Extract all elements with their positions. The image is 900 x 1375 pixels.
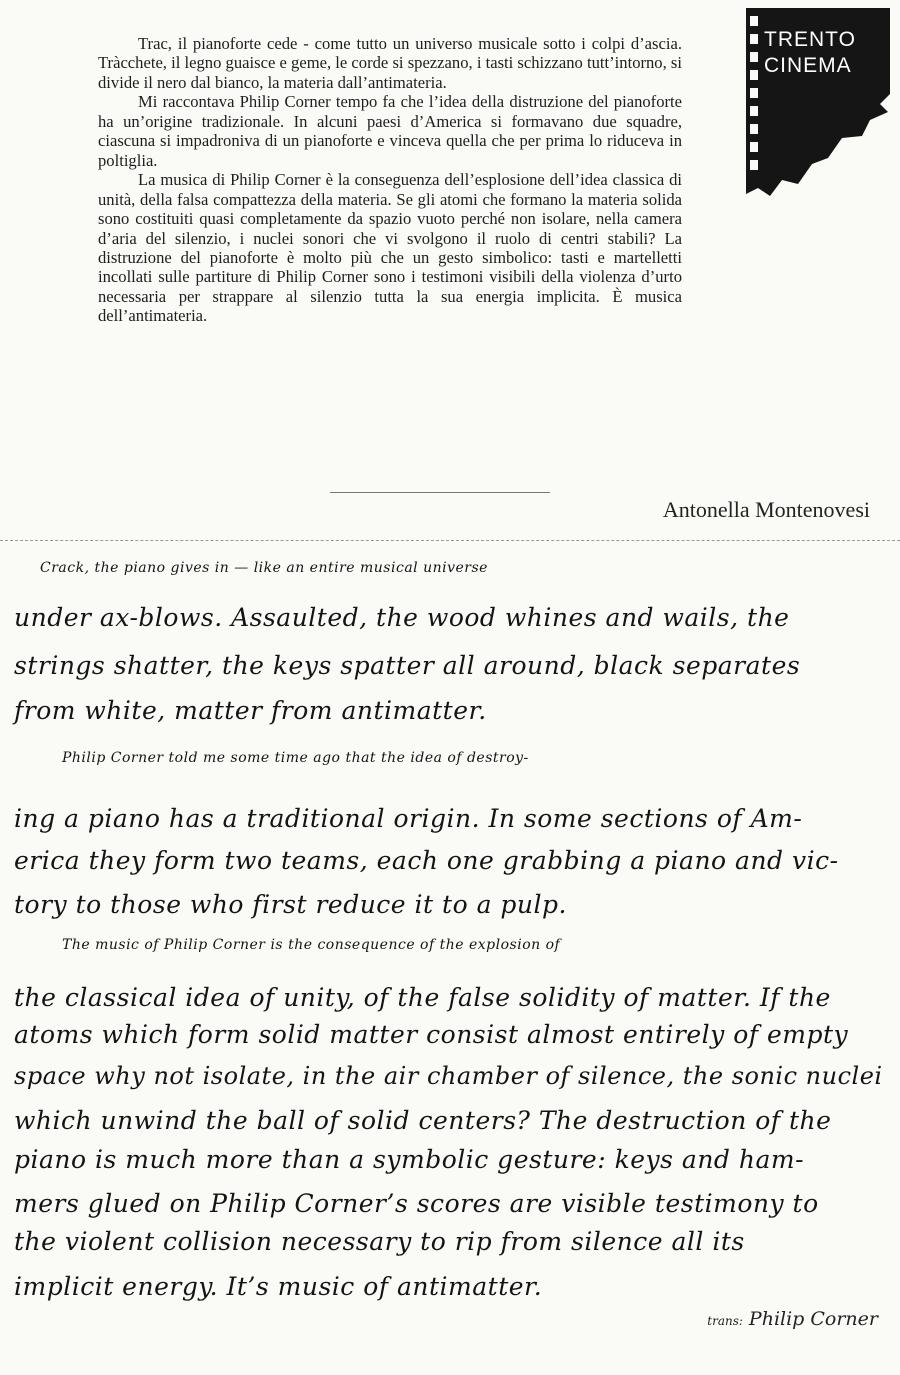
handwritten-line-16: the violent collision necessary to rip from silence all its xyxy=(14,1227,745,1256)
handwritten-line-8: tory to those who first reduce it to a pulp. xyxy=(14,890,567,919)
signature-prefix: trans: xyxy=(707,1314,743,1328)
handwritten-line-17: implicit energy. It’s music of antimatter. xyxy=(14,1272,543,1301)
article-author: Antonella Montenovesi xyxy=(662,497,870,522)
handwritten-line-11: atoms which form solid matter consist almost entirely of empty xyxy=(14,1020,849,1049)
handwritten-line-1: Crack, the piano gives in — like an entire musical universe xyxy=(40,560,488,576)
handwritten-line-6: ing a piano has a traditional origin. In some sections of Am- xyxy=(14,804,803,833)
trento-cinema-logo xyxy=(742,8,892,198)
translator-signature xyxy=(707,1308,878,1330)
logo-line-trento: TRENTO xyxy=(764,28,856,51)
handwritten-line-10: the classical idea of unity, of the false solidity of matter. If the xyxy=(14,983,831,1012)
logo-line-cinema: CINEMA xyxy=(764,54,852,77)
signature-name: Philip Corner xyxy=(748,1308,878,1330)
handwritten-line-3: strings shatter, the keys spatter all around, black separates xyxy=(14,651,801,680)
handwritten-line-4: from white, matter from antimatter. xyxy=(14,696,487,725)
handwritten-line-9: The music of Philip Corner is the consequence of the explosion of xyxy=(62,937,561,953)
handwritten-line-15: mers glued on Philip Corner’s scores are visible testimony to xyxy=(14,1189,819,1218)
handwritten-line-12: space why not isolate, in the air chamber of silence, the sonic nuclei xyxy=(14,1062,883,1090)
handwritten-line-5: Philip Corner told me some time ago that the idea of destroy- xyxy=(62,750,529,766)
article-paragraph-3: La musica di Philip Corner è la conseguenza dell’esplosione dell’idea classica di unità, della falsa compattezza della materia. Se gli atomi che formano la materia solida sono costituiti quasi completamente da spazio vuoto perché non isolare, nella camera d’aria del silenzio, i nuclei sonori che vi svolgono il ruolo di centri stabili? La distruzione del pianoforte è molto più che un gesto simbolico: tasti e martelletti incollati sulle partiture di Philip Corner sono i testimoni visibili della violenza d’urto necessaria per strappare al silenzio tutta la sua energia implicita. È musica dell’antimateria. xyxy=(98,170,682,326)
handwritten-line-7: erica they form two teams, each one grabbing a piano and vic- xyxy=(14,846,839,875)
printed-article xyxy=(98,34,682,326)
article-paragraph-2: Mi raccontava Philip Corner tempo fa che l’idea della distruzione del pianoforte ha un’origine tradizionale. In alcuni paesi d’America si formavano due squadre, ciascuna si impadroniva di un pianoforte e vinceva quella che per prima lo riduceva in poltiglia. xyxy=(98,92,682,170)
handwritten-line-2: under ax-blows. Assaulted, the wood whines and wails, the xyxy=(14,603,790,632)
handwritten-line-14: piano is much more than a symbolic gesture: keys and ham- xyxy=(14,1145,805,1174)
section-divider xyxy=(0,540,900,541)
divider-line xyxy=(330,492,550,493)
handwritten-line-13: which unwind the ball of solid centers? The destruction of the xyxy=(14,1106,832,1135)
article-paragraph-1: Trac, il pianoforte cede - come tutto un universo musicale sotto i colpi d’ascia. Tràcchete, il legno guaisce e geme, le corde si spezzano, i tasti schizzano tutt’intorno, si divide il nero dal bianco, la materia dall’antimateria. xyxy=(98,34,682,92)
